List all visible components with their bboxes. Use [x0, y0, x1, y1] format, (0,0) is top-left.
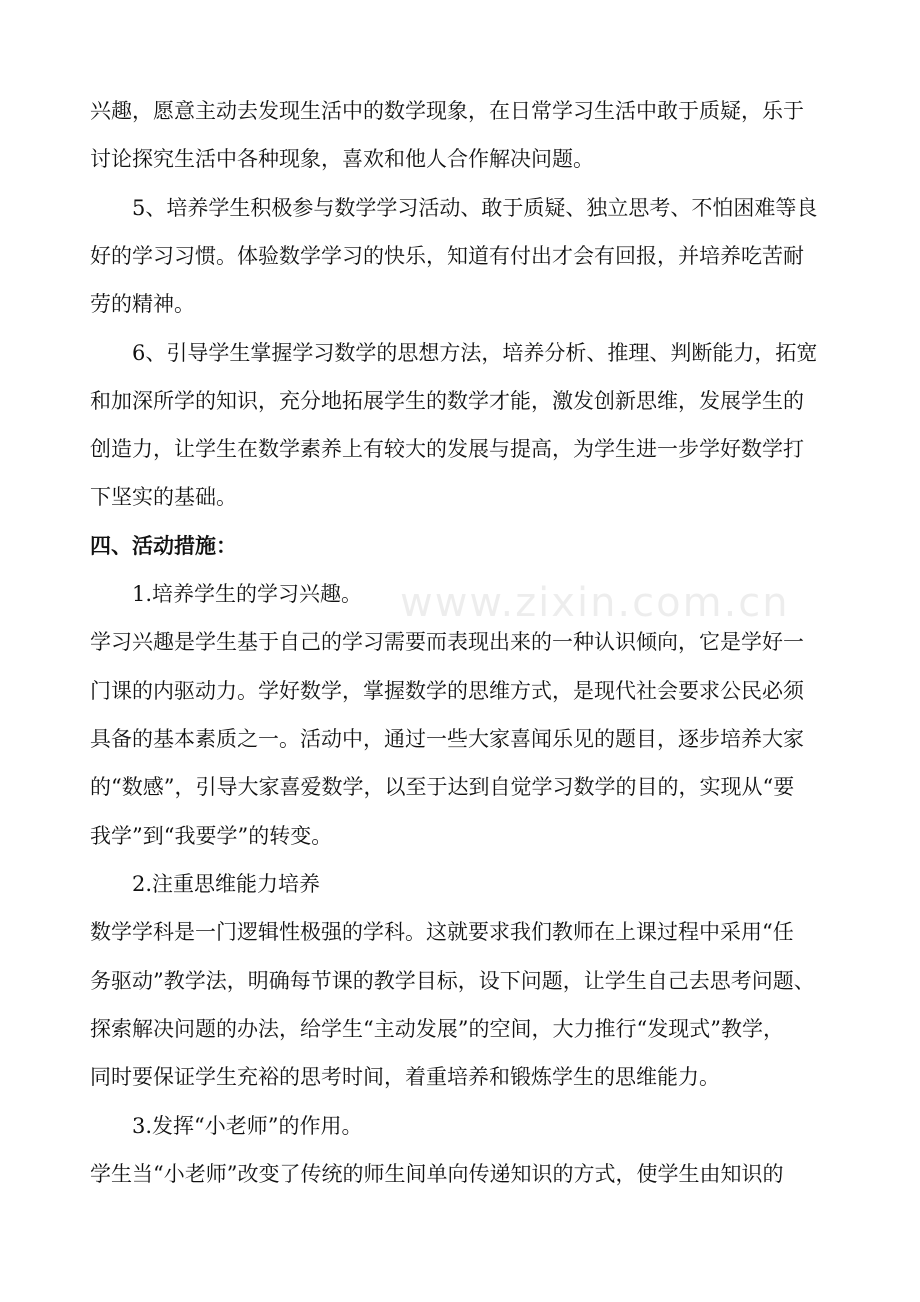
text-line: 具备的基本素质之一。活动中，通过一些大家喜闻乐见的题目，逐步培养大家 [90, 727, 804, 751]
text-line: 数学学科是一门逻辑性极强的学科。这就要求我们教师在上课过程中采用“任 [90, 920, 794, 944]
subheading: 3.发挥“小老师”的作用。 [132, 1114, 363, 1138]
text-line: 我学”到“我要学”的转变。 [90, 824, 333, 848]
watermark: www.zixin.com.cn [400, 580, 790, 626]
text-line: 下坚实的基础。 [90, 485, 237, 509]
section-heading: 四、活动措施： [90, 534, 237, 558]
text-line: 和加深所学的知识，充分地拓展学生的数学才能，激发创新思维，发展学生的 [90, 389, 804, 413]
text-line: 的“数感”，引导大家喜爱数学，以至于达到自觉学习数学的目的，实现从“要 [90, 775, 795, 799]
subheading: 2.注重思维能力培养 [132, 872, 321, 896]
text-line: 兴趣，愿意主动去发现生活中的数学现象，在日常学习生活中敢于质疑，乐于 [90, 99, 804, 123]
text-line: 好的学习习惯。体验数学学习的快乐，知道有付出才会有回报，并培养吃苦耐 [90, 244, 804, 268]
text-line: 学生当“小老师”改变了传统的师生间单向传递知识的方式，使学生由知识的 [90, 1162, 784, 1186]
text-line: 探索解决问题的办法，给学生“主动发展”的空间，大力推行“发现式”教学， [90, 1017, 784, 1041]
text-line: 劳的精神。 [90, 292, 195, 316]
text-line: 5、培养学生积极参与数学学习活动、敢于质疑、独立思考、不怕困难等良 [132, 196, 818, 220]
text-line: 学习兴趣是学生基于自己的学习需要而表现出来的一种认识倾向，它是学好一 [90, 630, 804, 654]
text-line: 讨论探究生活中各种现象，喜欢和他人合作解决问题。 [90, 147, 594, 171]
text-line: 创造力，让学生在数学素养上有较大的发展与提高，为学生进一步学好数学打 [90, 437, 804, 461]
text-line: 同时要保证学生充裕的思考时间，着重培养和锻炼学生的思维能力。 [90, 1065, 720, 1089]
text-line: 6、引导学生掌握学习数学的思想方法，培养分析、推理、判断能力，拓宽 [132, 341, 818, 365]
text-line: 门课的内驱动力。学好数学，掌握数学的思维方式，是现代社会要求公民必须 [90, 679, 804, 703]
subheading: 1.培养学生的学习兴趣。 [132, 582, 363, 606]
text-line: 务驱动”教学法，明确每节课的教学目标，设下问题，让学生自己去思考问题、 [90, 969, 815, 993]
